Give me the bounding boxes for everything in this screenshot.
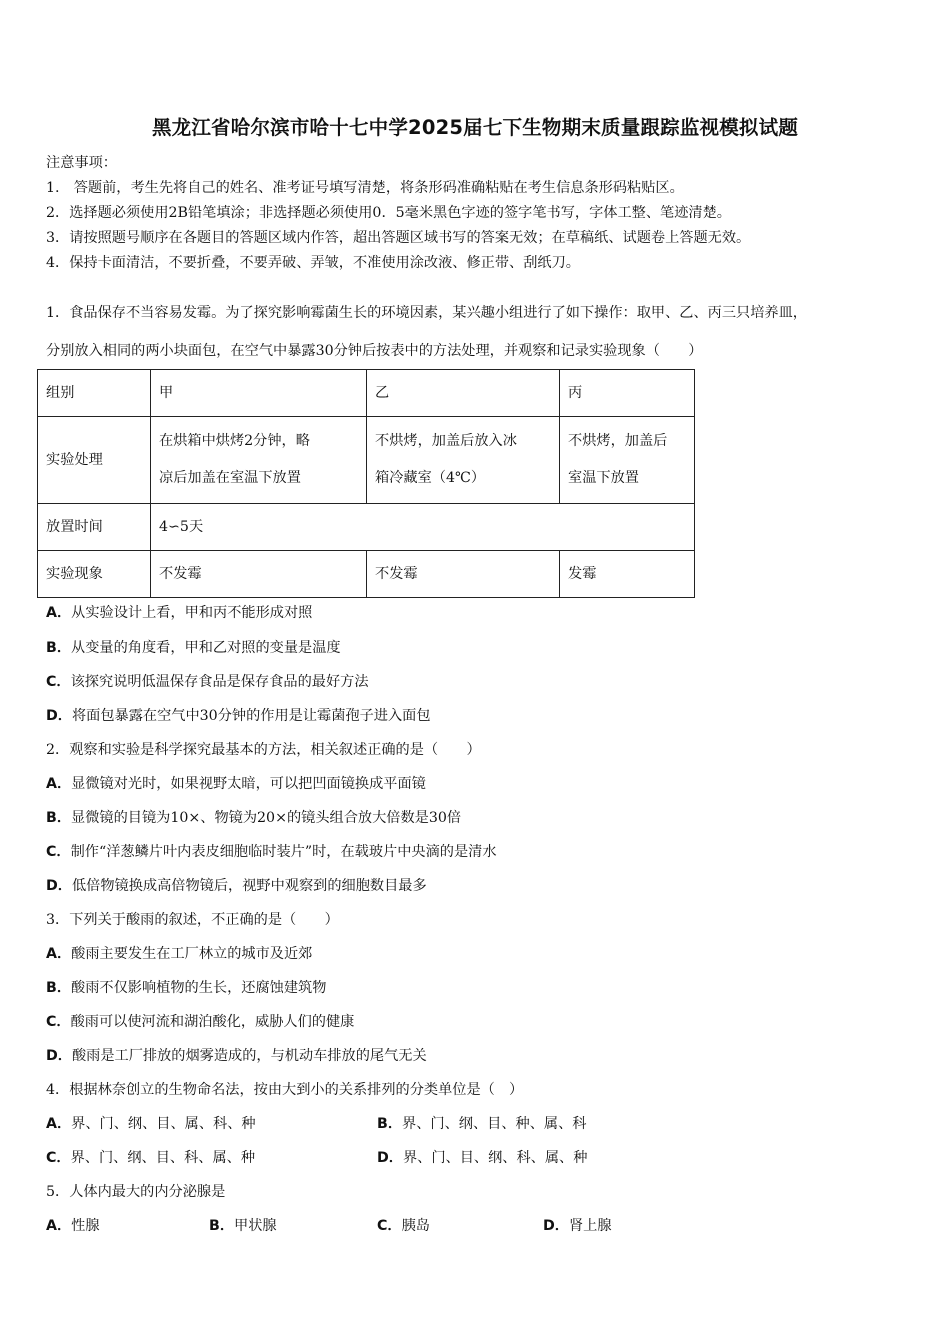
option-text: 酸雨是工厂排放的烟雾造成的，与机动车排放的尾气无关 xyxy=(71,1048,427,1064)
q3-option-a[interactable] xyxy=(46,943,312,963)
table-cell: 发霉 xyxy=(560,551,695,598)
option-letter: A． xyxy=(46,1116,72,1132)
table-cell: 实验现象 xyxy=(38,551,151,598)
option-text: 显微镜对光时，如果视野太暗，可以把凹面镜换成平面镜 xyxy=(71,776,426,792)
option-letter: C． xyxy=(46,674,71,690)
q1-option-a[interactable] xyxy=(46,602,312,622)
table-cell: 甲 xyxy=(151,370,367,417)
q1-stem-line1: 1．食品保存不当容易发霉。为了探究影响霉菌生长的环境因素，某兴趣小组进行了如下操作：取甲、乙、丙三只培养皿， xyxy=(46,305,807,321)
page-title: 黑龙江省哈尔滨市哈十七中学2025届七下生物期末质量跟踪监视模拟试题 xyxy=(151,116,799,139)
q2-option-a[interactable] xyxy=(46,773,426,793)
notice-item: 1. 答题前，考生先将自己的姓名、准考证号填写清楚，将条形码准确粘贴在考生信息条形码粘贴区。 xyxy=(46,180,684,196)
cell-line: 箱冷藏室（4℃） xyxy=(375,470,486,486)
option-text: 界、门、纲、目、种、属、科 xyxy=(402,1116,587,1132)
option-letter: C． xyxy=(46,844,71,860)
notice-item: 2．选择题必须使用2B铅笔填涂；非选择题必须使用0．5毫米黑色字迹的签字笔书写，字体工整、笔迹清楚。 xyxy=(46,205,731,221)
option-letter: B． xyxy=(46,640,72,656)
table-row xyxy=(38,551,695,598)
option-letter: A． xyxy=(46,946,72,962)
option-text: 性腺 xyxy=(71,1218,100,1234)
table-cell: 不发霉 xyxy=(151,551,367,598)
table-row xyxy=(38,504,695,551)
option-letter: A． xyxy=(46,605,72,621)
option-text: 该探究说明低温保存食品是保存食品的最好方法 xyxy=(70,674,369,690)
option-letter: B． xyxy=(46,980,72,996)
q5-option-d[interactable] xyxy=(543,1215,612,1235)
table-row xyxy=(38,417,695,504)
q5-option-a[interactable] xyxy=(46,1215,100,1235)
option-text: 界、门、纲、目、属、科、种 xyxy=(71,1116,256,1132)
q2-option-d[interactable] xyxy=(46,875,427,895)
option-letter: C． xyxy=(46,1150,71,1166)
option-letter: A． xyxy=(46,1218,72,1234)
table-cell xyxy=(367,417,560,504)
notice-item: 3．请按照题号顺序在各题目的答题区域内作答，超出答题区域书写的答案无效；在草稿纸、试题卷上答题无效。 xyxy=(46,230,751,246)
table-row xyxy=(38,370,695,417)
cell-line: 凉后加盖在室温下放置 xyxy=(159,470,301,486)
q1-option-c[interactable] xyxy=(46,671,369,691)
option-letter: A． xyxy=(46,776,72,792)
cell-line: 室温下放置 xyxy=(568,470,639,486)
table-cell: 乙 xyxy=(367,370,560,417)
q3-option-c[interactable] xyxy=(46,1011,354,1031)
q4-option-d[interactable] xyxy=(377,1147,587,1167)
q3-stem: 3．下列关于酸雨的叙述，不正确的是（ ） xyxy=(46,912,339,928)
option-text: 低倍物镜换成高倍物镜后，视野中观察到的细胞数目最多 xyxy=(71,878,427,894)
table-cell: 丙 xyxy=(560,370,695,417)
option-letter: D． xyxy=(543,1218,569,1234)
option-text: 界、门、目、纲、科、属、种 xyxy=(402,1150,588,1166)
table-cell: 实验处理 xyxy=(38,417,151,504)
table-cell xyxy=(151,417,367,504)
option-letter: D． xyxy=(46,878,72,894)
q1-option-d[interactable] xyxy=(46,705,431,725)
option-letter: C． xyxy=(377,1218,402,1234)
q4-option-b[interactable] xyxy=(377,1113,586,1133)
cell-line: 在烘箱中烘烤2分钟，略 xyxy=(159,433,310,449)
q3-option-b[interactable] xyxy=(46,977,326,997)
cell-line: 不烘烤，加盖后 xyxy=(568,433,668,449)
option-text: 酸雨主要发生在工厂林立的城市及近郊 xyxy=(71,946,313,962)
option-text: 将面包暴露在空气中30分钟的作用是让霉菌孢子进入面包 xyxy=(71,708,431,724)
q4-option-c[interactable] xyxy=(46,1147,255,1167)
table-cell: 不发霉 xyxy=(367,551,560,598)
q5-option-b[interactable] xyxy=(209,1215,277,1235)
option-text: 胰岛 xyxy=(401,1218,430,1234)
option-text: 显微镜的目镜为10×、物镜为20×的镜头组合放大倍数是30倍 xyxy=(71,810,462,826)
notice-heading: 注意事项： xyxy=(46,155,117,171)
q2-stem: 2．观察和实验是科学探究最基本的方法，相关叙述正确的是（ ） xyxy=(46,742,481,758)
q2-option-b[interactable] xyxy=(46,807,461,827)
option-text: 界、门、纲、目、科、属、种 xyxy=(70,1150,256,1166)
option-text: 制作“洋葱鳞片叶内表皮细胞临时装片”时，在载玻片中央滴的是清水 xyxy=(70,844,497,860)
q4-stem: 4．根据林奈创立的生物命名法，按由大到小的关系排列的分类单位是（ ） xyxy=(46,1082,524,1098)
table-cell: 4∽5天 xyxy=(151,504,695,551)
option-letter: B． xyxy=(46,810,72,826)
q4-option-a[interactable] xyxy=(46,1113,256,1133)
table-cell: 组别 xyxy=(38,370,151,417)
option-text: 酸雨不仅影响植物的生长，还腐蚀建筑物 xyxy=(71,980,327,996)
option-text: 肾上腺 xyxy=(568,1218,612,1234)
option-letter: D． xyxy=(46,708,72,724)
option-text: 从实验设计上看，甲和丙不能形成对照 xyxy=(71,605,313,621)
q1-stem-line2: 分别放入相同的两小块面包，在空气中暴露30分钟后按表中的方法处理，并观察和记录实验现象（ ） xyxy=(46,343,703,359)
notice-item: 4．保持卡面清洁，不要折叠，不要弄破、弄皱，不准使用涂改液、修正带、刮纸刀。 xyxy=(46,255,580,271)
q3-option-d[interactable] xyxy=(46,1045,427,1065)
option-letter: B． xyxy=(209,1218,235,1234)
option-letter: B． xyxy=(377,1116,403,1132)
table-cell: 放置时间 xyxy=(38,504,151,551)
q2-option-c[interactable] xyxy=(46,841,497,861)
q5-option-c[interactable] xyxy=(377,1215,430,1235)
table-cell xyxy=(560,417,695,504)
option-letter: D． xyxy=(377,1150,403,1166)
q5-stem: 5．人体内最大的内分泌腺是 xyxy=(46,1184,226,1200)
experiment-table xyxy=(37,369,695,598)
option-letter: C． xyxy=(46,1014,71,1030)
option-text: 酸雨可以使河流和湖泊酸化，威胁人们的健康 xyxy=(70,1014,355,1030)
option-letter: D． xyxy=(46,1048,72,1064)
cell-line: 不烘烤，加盖后放入冰 xyxy=(375,433,517,449)
option-text: 从变量的角度看，甲和乙对照的变量是温度 xyxy=(71,640,341,656)
option-text: 甲状腺 xyxy=(234,1218,277,1234)
q1-option-b[interactable] xyxy=(46,637,341,657)
